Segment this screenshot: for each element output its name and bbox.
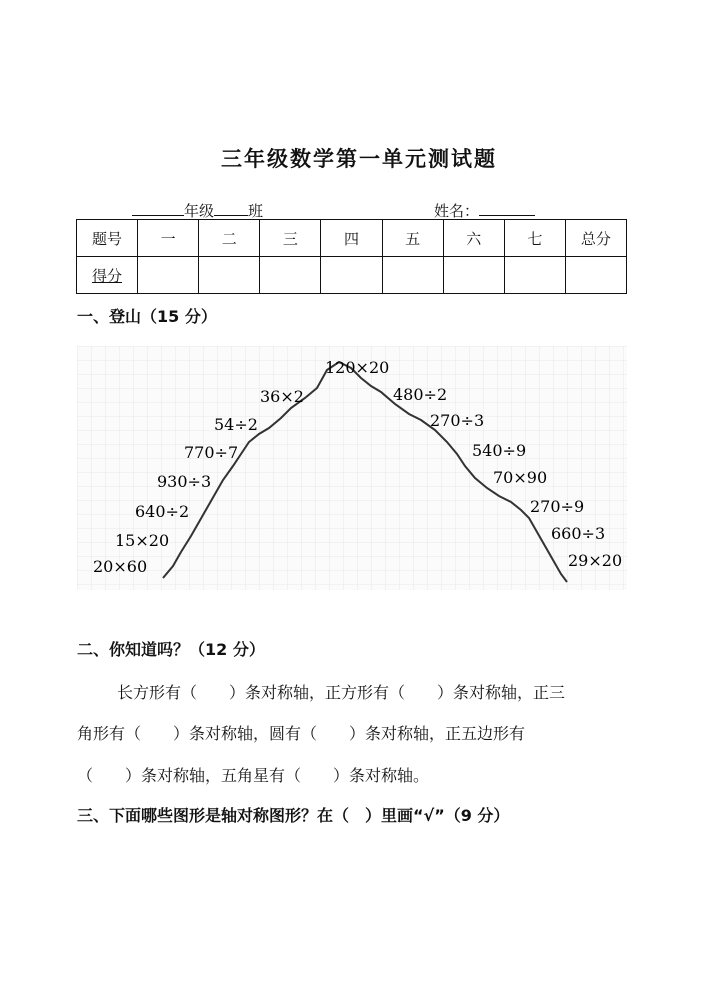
score-cell[interactable] bbox=[260, 257, 321, 294]
score-header-cell: 四 bbox=[321, 220, 382, 257]
name-label: 姓名： bbox=[434, 202, 480, 220]
problem-label: 930÷3 bbox=[157, 472, 212, 491]
mountain-diagram bbox=[77, 346, 627, 590]
section2-line1: 长方形有（ ）条对称轴，正方形有（ ）条对称轴，正三 bbox=[117, 683, 566, 702]
score-cell[interactable] bbox=[443, 257, 504, 294]
score-header-cell: 二 bbox=[199, 220, 260, 257]
section2-line2: 角形有（ ）条对称轴，圆有（ ）条对称轴，正五边形有 bbox=[77, 724, 526, 743]
score-table-score-row bbox=[77, 257, 627, 294]
score-header-cell: 题号 bbox=[77, 220, 138, 257]
name-blank[interactable] bbox=[479, 201, 535, 216]
problem-label: 540÷9 bbox=[472, 441, 527, 460]
score-table-header-row bbox=[77, 220, 627, 257]
problem-label: 54÷2 bbox=[214, 415, 258, 434]
grade-class-line bbox=[132, 200, 263, 221]
problem-label: 29×20 bbox=[568, 551, 623, 570]
problem-label: 270÷3 bbox=[430, 411, 485, 430]
class-blank[interactable] bbox=[214, 201, 248, 216]
score-cell[interactable] bbox=[565, 257, 626, 294]
score-header-cell: 三 bbox=[260, 220, 321, 257]
problem-label: 640÷2 bbox=[135, 502, 190, 521]
class-label: 班 bbox=[248, 202, 264, 220]
peak-label: 120×20 bbox=[325, 358, 390, 377]
page-title: 三年级数学第一单元测试题 bbox=[221, 146, 497, 171]
score-header-cell: 五 bbox=[382, 220, 443, 257]
problem-label: 270÷9 bbox=[530, 497, 585, 516]
grade-label: 年级 bbox=[184, 202, 215, 220]
section2-heading: 二、你知道吗？（12 分） bbox=[77, 640, 265, 659]
problem-label: 15×20 bbox=[115, 531, 170, 550]
name-line bbox=[434, 200, 535, 221]
problem-label: 480÷2 bbox=[393, 385, 448, 404]
score-header-cell: 总分 bbox=[565, 220, 626, 257]
grade-blank[interactable] bbox=[132, 201, 184, 216]
problem-label: 770÷7 bbox=[184, 443, 239, 462]
score-cell[interactable] bbox=[504, 257, 565, 294]
score-cell[interactable] bbox=[321, 257, 382, 294]
problem-label: 660÷3 bbox=[551, 524, 606, 543]
section1-heading: 一、登山（15 分） bbox=[77, 307, 217, 326]
section3-heading: 三、下面哪些图形是轴对称图形？在（ ）里画“√”（9 分） bbox=[77, 806, 510, 825]
problem-label: 20×60 bbox=[93, 557, 148, 576]
score-header-cell: 七 bbox=[504, 220, 565, 257]
score-cell[interactable] bbox=[382, 257, 443, 294]
section2-line3: （ ）条对称轴，五角星有（ ）条对称轴。 bbox=[77, 766, 430, 785]
problem-label: 70×90 bbox=[493, 468, 548, 487]
score-cell[interactable] bbox=[138, 257, 199, 294]
score-row-label: 得分 bbox=[77, 257, 138, 294]
score-header-cell: 一 bbox=[138, 220, 199, 257]
score-cell[interactable] bbox=[199, 257, 260, 294]
score-header-cell: 六 bbox=[443, 220, 504, 257]
problem-label: 36×2 bbox=[260, 387, 304, 406]
score-table bbox=[76, 219, 627, 294]
